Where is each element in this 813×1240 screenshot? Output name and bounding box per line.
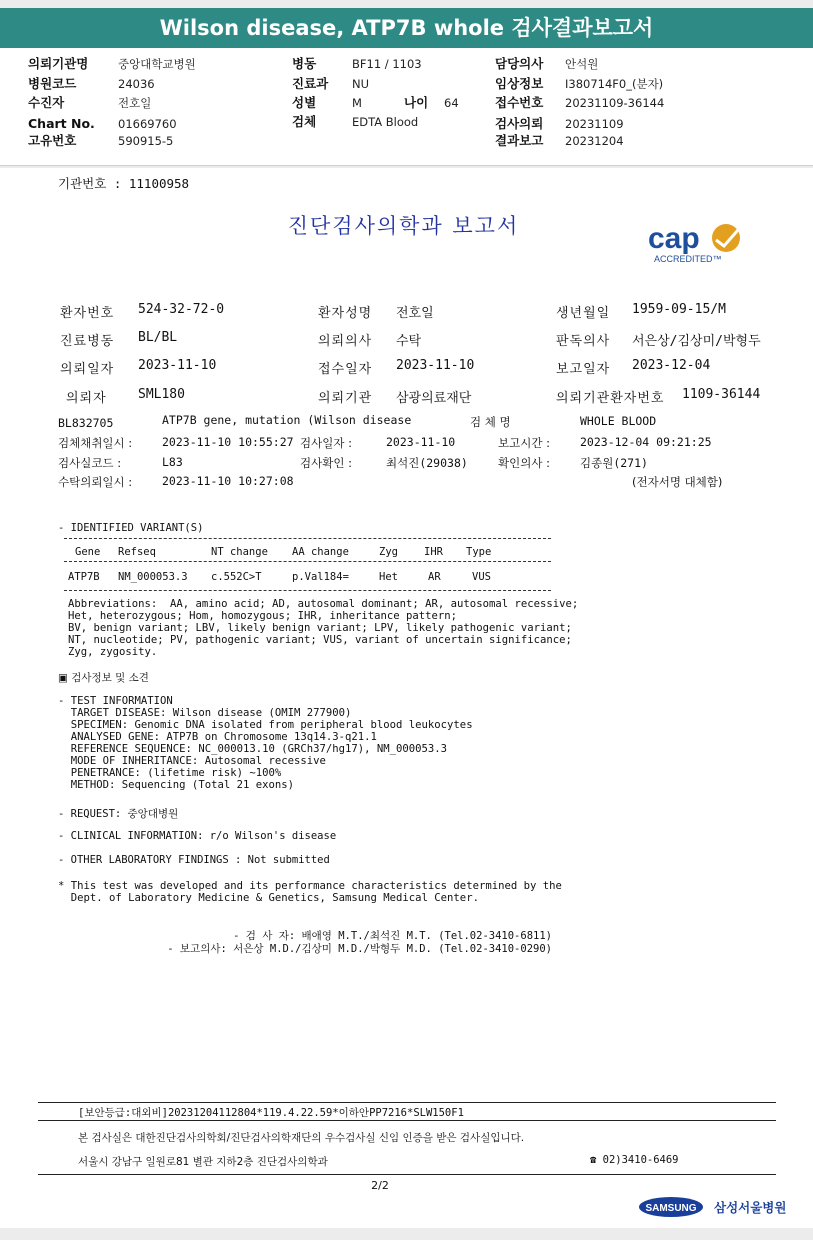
variant-cell: p.Val184= bbox=[292, 571, 349, 583]
variant-cell: NM_000053.3 bbox=[118, 571, 188, 583]
report-date-label: 결과보고 bbox=[495, 133, 544, 148]
clinical-info-row bbox=[495, 74, 795, 94]
signature-line: - 검 사 자: 배애영 M.T./최석진 M.T. (Tel.02-3410-6811) bbox=[233, 930, 552, 942]
disclaimer-line: Dept. of Laboratory Medicine & Genetics, Samsung Medical Center. bbox=[58, 892, 479, 904]
variant-column-header: Type bbox=[466, 546, 492, 558]
report-header-title: Wilson disease, ATP7B whole 검사결과보고서 bbox=[0, 8, 813, 48]
hospital-code-label: 병원코드 bbox=[28, 76, 77, 91]
variant-cell: VUS bbox=[472, 571, 491, 583]
ordering-hospital-row bbox=[28, 54, 278, 74]
collect-time-value: 2023-11-10 10:55:27 bbox=[162, 435, 294, 449]
certification-statement: 본 검사실은 대한진단검사의학회/진단검사의학재단의 우수검사실 신임 인증을 받은 검사실입니다. bbox=[78, 1132, 525, 1144]
chart-no-label: Chart No. bbox=[28, 116, 95, 131]
abbreviations-block bbox=[68, 598, 578, 658]
patient-info-value: 수탁 bbox=[396, 334, 422, 349]
doctor-label: 담당의사 bbox=[495, 56, 544, 71]
lab-address: 서울시 강남구 일원로81 별관 지하2층 진단검사의학과 bbox=[78, 1156, 328, 1168]
patient-info-value: 524-32-72-0 bbox=[138, 302, 225, 317]
hospital-code-value: 24036 bbox=[118, 77, 155, 91]
unique-no-label: 고유번호 bbox=[28, 133, 77, 148]
hospital-code-row bbox=[28, 74, 278, 94]
findings-section-header: ▣ 검사정보 및 소견 bbox=[58, 672, 149, 684]
variant-column-header: Gene bbox=[75, 546, 101, 558]
variant-cell: ATP7B bbox=[68, 571, 100, 583]
accession-no-value: 20231109-36144 bbox=[565, 96, 665, 110]
ordering-hospital-label: 의뢰기관명 bbox=[28, 56, 89, 71]
samsung-hospital-text: 삼성서울병원 bbox=[714, 1200, 786, 1215]
patient-name-value: 전호일 bbox=[118, 96, 152, 110]
unique-no-row bbox=[28, 131, 278, 151]
disclaimer-block bbox=[58, 880, 562, 904]
patient-info-label: 의뢰기관환자번호 bbox=[556, 391, 665, 406]
confirm-doctor-value: 김종원(271) bbox=[580, 456, 648, 470]
test-information-line: METHOD: Sequencing (Total 21 exons) bbox=[58, 779, 294, 791]
test-code: BL832705 bbox=[58, 416, 114, 430]
specimen-name-value: WHOLE BLOOD bbox=[580, 414, 657, 428]
variant-column-header: NT change bbox=[211, 546, 268, 558]
abbreviation-line: Het, heterozygous; Hom, homozygous; IHR, inheritance pattern; bbox=[68, 610, 458, 622]
patient-info-value: 2023-11-10 bbox=[138, 358, 217, 373]
test-date-value: 2023-11-10 bbox=[386, 435, 456, 449]
abbreviation-line: BV, benign variant; LBV, likely benign variant; LPV, likely pathogenic variant; bbox=[68, 622, 572, 634]
abbreviation-line: Zyg, zygosity. bbox=[68, 646, 158, 658]
confirm-doctor-label: 확인의사 : bbox=[498, 456, 550, 470]
clinical-information-line: - CLINICAL INFORMATION: r/o Wilson's disease bbox=[58, 830, 337, 842]
report-time-value: 2023-12-04 09:21:25 bbox=[580, 435, 712, 449]
patient-info-label: 의뢰자 bbox=[66, 391, 107, 406]
request-date-value: 20231109 bbox=[565, 117, 624, 131]
test-information-line: PENETRANCE: (lifetime risk) ~100% bbox=[58, 767, 282, 779]
patient-info-label: 의뢰의사 bbox=[318, 334, 373, 349]
variant-cell: AR bbox=[428, 571, 441, 583]
unique-no-value: 590915-5 bbox=[118, 134, 174, 148]
confirm-label: 검사확인 : bbox=[300, 456, 352, 470]
ordering-hospital-value: 중앙대학교병원 bbox=[118, 57, 196, 71]
doctor-value: 안석원 bbox=[565, 57, 599, 71]
test-information-line: ANALYSED GENE: ATP7B on Chromosome 13q14.3-q21.1 bbox=[58, 731, 377, 743]
cap-logo-text: cap bbox=[648, 222, 700, 255]
patient-info-label: 생년월일 bbox=[556, 306, 611, 321]
age-value: 64 bbox=[444, 96, 459, 110]
patient-info-value: 서은상/김상미/박형두 bbox=[632, 334, 761, 349]
patient-info-value: 1109-36144 bbox=[682, 387, 761, 402]
sex-age-row bbox=[292, 93, 482, 113]
cap-logo-subtext: ACCREDITED™ bbox=[654, 254, 722, 264]
ward-row bbox=[292, 54, 482, 74]
ward-label: 병동 bbox=[292, 56, 317, 71]
test-information-line: MODE OF INHERITANCE: Autosomal recessive bbox=[58, 755, 326, 767]
clinical-info-label: 임상정보 bbox=[495, 76, 544, 91]
page-number: 2/2 bbox=[371, 1179, 389, 1192]
collect-time-label: 검체채취일시 : bbox=[58, 436, 133, 450]
specimen-name-label: 검 체 명 bbox=[470, 415, 511, 429]
accession-no-label: 접수번호 bbox=[495, 95, 544, 110]
sex-value: M bbox=[352, 96, 362, 110]
variant-column-header: IHR bbox=[424, 546, 443, 558]
footer-mid-rule bbox=[38, 1120, 776, 1121]
specimen-row bbox=[292, 112, 482, 132]
report-date-row bbox=[495, 131, 795, 151]
patient-info-value: 2023-11-10 bbox=[396, 358, 475, 373]
institution-number: 기관번호 : 11100958 bbox=[58, 176, 190, 191]
test-information-line: SPECIMEN: Genomic DNA isolated from peripheral blood leukocytes bbox=[58, 719, 473, 731]
samsung-medical-center-logo bbox=[638, 1194, 786, 1220]
report-page bbox=[0, 168, 813, 1228]
receipt-time-label: 수탁의뢰일시 : bbox=[58, 475, 133, 489]
test-information-block bbox=[58, 695, 473, 791]
specimen-label: 검체 bbox=[292, 114, 317, 129]
report-date-value: 20231204 bbox=[565, 134, 624, 148]
report-time-label: 보고시간 : bbox=[498, 436, 550, 450]
abbreviation-line: Abbreviations: AA, amino acid; AD, autosomal dominant; AR, autosomal recessive; bbox=[68, 598, 579, 610]
report-title: 진단검사의학과 보고서 bbox=[287, 214, 520, 238]
chart-no-value: 01669760 bbox=[118, 117, 177, 131]
samsung-logo-text: SAMSUNG bbox=[645, 1203, 697, 1214]
footer-bottom-rule bbox=[38, 1174, 776, 1175]
footer-top-rule bbox=[38, 1102, 776, 1103]
patient-name-label: 수진자 bbox=[28, 95, 65, 110]
doctor-row bbox=[495, 54, 795, 74]
patient-info-value: 전호일 bbox=[396, 306, 434, 321]
age-label: 나이 bbox=[404, 95, 429, 110]
patient-name-row bbox=[28, 93, 278, 113]
test-information-line: TARGET DISEASE: Wilson disease (OMIM 277900) bbox=[58, 707, 352, 719]
patient-info-label: 판독의사 bbox=[556, 334, 611, 349]
variant-table-header-rule bbox=[64, 561, 551, 562]
patient-info-value: 삼광의료재단 bbox=[396, 391, 472, 406]
patient-info-label: 의뢰기관 bbox=[318, 391, 373, 406]
lab-code-label: 검사실코드 : bbox=[58, 456, 122, 470]
request-date-label: 검사의뢰 bbox=[495, 116, 544, 131]
variant-table-bottom-rule bbox=[64, 590, 551, 591]
patient-info-label: 보고일자 bbox=[556, 362, 611, 377]
variants-section-title: - IDENTIFIED VARIANT(S) bbox=[58, 522, 204, 534]
specimen-value: EDTA Blood bbox=[352, 115, 419, 129]
patient-info-value: 2023-12-04 bbox=[632, 358, 711, 373]
patient-info-value: 1959-09-15/M bbox=[632, 302, 726, 317]
department-row bbox=[292, 74, 482, 94]
lab-code-value: L83 bbox=[162, 455, 183, 469]
variant-column-header: Zyg bbox=[379, 546, 398, 558]
receipt-time-value: 2023-11-10 10:27:08 bbox=[162, 474, 294, 488]
cap-accredited-logo bbox=[646, 218, 750, 268]
lab-phone: ☎ 02)3410-6469 bbox=[590, 1154, 679, 1166]
test-information-line: REFERENCE SEQUENCE: NC_000013.10 (GRCh37/hg17), NM_000053.3 bbox=[58, 743, 448, 755]
department-label: 진료과 bbox=[292, 76, 329, 91]
disclaimer-line: * This test was developed and its performance characteristics determined by the bbox=[58, 880, 562, 892]
patient-info-label: 접수일자 bbox=[318, 362, 373, 377]
department-value: NU bbox=[352, 77, 370, 91]
test-information-line: - TEST INFORMATION bbox=[58, 695, 173, 707]
other-findings-line: - OTHER LABORATORY FINDINGS : Not submitted bbox=[58, 854, 330, 866]
patient-info-label: 진료병동 bbox=[60, 334, 115, 349]
variant-cell: c.552C>T bbox=[211, 571, 262, 583]
request-line: - REQUEST: 중앙대병원 bbox=[58, 808, 179, 820]
signature-line: - 보고의사: 서은상 M.D./김상미 M.D./박형두 M.D. (Tel.02-3410-0290) bbox=[167, 943, 552, 955]
patient-summary-panel bbox=[0, 48, 813, 166]
test-date-label: 검사일자 : bbox=[300, 436, 352, 450]
accession-no-row bbox=[495, 93, 795, 113]
variant-column-header: Refseq bbox=[118, 546, 156, 558]
patient-info-label: 환자번호 bbox=[60, 306, 115, 321]
clinical-info-value: I380714F0_(분자) bbox=[565, 77, 664, 91]
patient-info-label: 환자성명 bbox=[318, 306, 373, 321]
variant-column-header: AA change bbox=[292, 546, 349, 558]
cap-logo-circle-icon bbox=[712, 224, 740, 252]
patient-info-value: SML180 bbox=[138, 387, 185, 402]
abbreviation-line: NT, nucleotide; PV, pathogenic variant; VUS, variant of uncertain significance; bbox=[68, 634, 572, 646]
test-name: ATP7B gene, mutation (Wilson disease bbox=[162, 413, 412, 427]
e-signature-note: (전자서명 대체함) bbox=[632, 475, 723, 489]
variant-table-top-rule bbox=[64, 538, 551, 539]
confirm-value: 최석진(29038) bbox=[386, 456, 468, 470]
patient-info-value: BL/BL bbox=[138, 330, 178, 345]
sex-label: 성별 bbox=[292, 95, 317, 110]
security-line: [보안등급:대외비]20231204112804*119.4.22.59*이하안PP7216*SLW150F1 bbox=[78, 1107, 464, 1119]
patient-info-label: 의뢰일자 bbox=[60, 362, 115, 377]
variant-cell: Het bbox=[379, 571, 398, 583]
ward-value: BF11 / 1103 bbox=[352, 57, 422, 71]
